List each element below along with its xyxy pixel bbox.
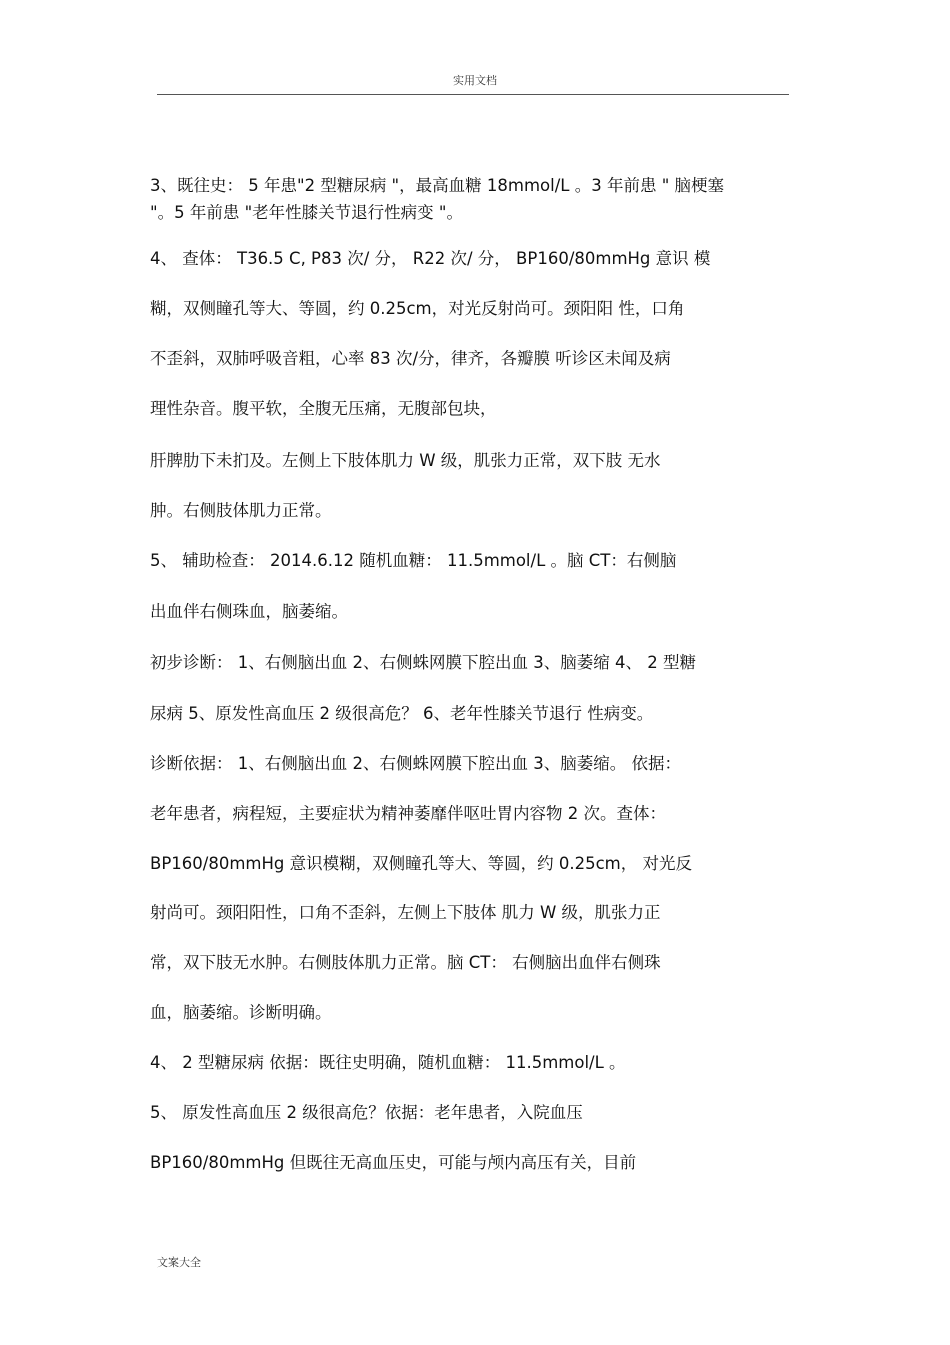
text-line: 诊断依据： 1、右侧脑出血 2、右侧蛛网膜下腔出血 3、脑萎缩。 依据： — [150, 754, 681, 773]
text-line: 不歪斜，双肺呼吸音粗，心率 83 次/分，律齐，各瓣膜 听诊区未闻及病 — [150, 349, 671, 368]
text-line: 老年患者，病程短，主要症状为精神萎靡伴呕吐胃内容物 2 次。查体： — [150, 804, 666, 823]
text-line: 血，脑萎缩。诊断明确。 — [150, 1003, 332, 1022]
text-line: 理性杂音。腹平软，全腹无压痛，无腹部包块， — [150, 399, 497, 418]
text-line: 出血伴右侧珠血，脑萎缩。 — [150, 602, 348, 621]
text-line: 4、 查体： T36.5 C, P83 次/ 分， R22 次/ 分， BP160/80mmHg 意识 模 — [150, 249, 711, 268]
header-rule — [157, 94, 789, 95]
text-line: 糊，双侧瞳孔等大、等圆，约 0.25cm，对光反射尚可。颈阳阳 性，口角 — [150, 299, 685, 318]
text-line: 射尚可。颈阳阳性，口角不歪斜，左侧上下肢体 肌力 W 级，肌张力正 — [150, 903, 661, 922]
text-line: 初步诊断： 1、右侧脑出血 2、右侧蛛网膜下腔出血 3、脑萎缩 4、 2 型糖 — [150, 653, 696, 672]
text-line: 肝脾肋下未扪及。左侧上下肢体肌力 W 级，肌张力正常，双下肢 无水 — [150, 451, 661, 470]
text-line: BP160/80mmHg 但既往无高血压史，可能与颅内高压有关，目前 — [150, 1153, 637, 1172]
text-line: 3、既往史： 5 年患"2 型糖尿病 "，最高血糖 18mmol/L 。3 年前患 " 脑梗塞 — [150, 176, 725, 195]
text-line: 常，双下肢无水肿。右侧肢体肌力正常。脑 CT： 右侧脑出血伴右侧珠 — [150, 953, 661, 972]
page-footer: 文案大全 — [157, 1256, 201, 1269]
text-line: BP160/80mmHg 意识模糊，双侧瞳孔等大、等圆，约 0.25cm， 对光反 — [150, 854, 692, 873]
page-header: 实用文档 — [453, 74, 497, 87]
text-line: 尿病 5、原发性高血压 2 级很高危？ 6、老年性膝关节退行 性病变。 — [150, 704, 654, 723]
text-line: 肿。右侧肢体肌力正常。 — [150, 501, 332, 520]
text-line: 5、 原发性高血压 2 级很高危？依据：老年患者，入院血压 — [150, 1103, 583, 1122]
text-line: "。5 年前患 "老年性膝关节退行性病变 "。 — [150, 203, 464, 222]
text-line: 4、 2 型糖尿病 依据：既往史明确，随机血糖： 11.5mmol/L 。 — [150, 1053, 626, 1072]
text-line: 5、 辅助检查： 2014.6.12 随机血糖： 11.5mmol/L 。脑 CT：右侧脑 — [150, 551, 677, 570]
